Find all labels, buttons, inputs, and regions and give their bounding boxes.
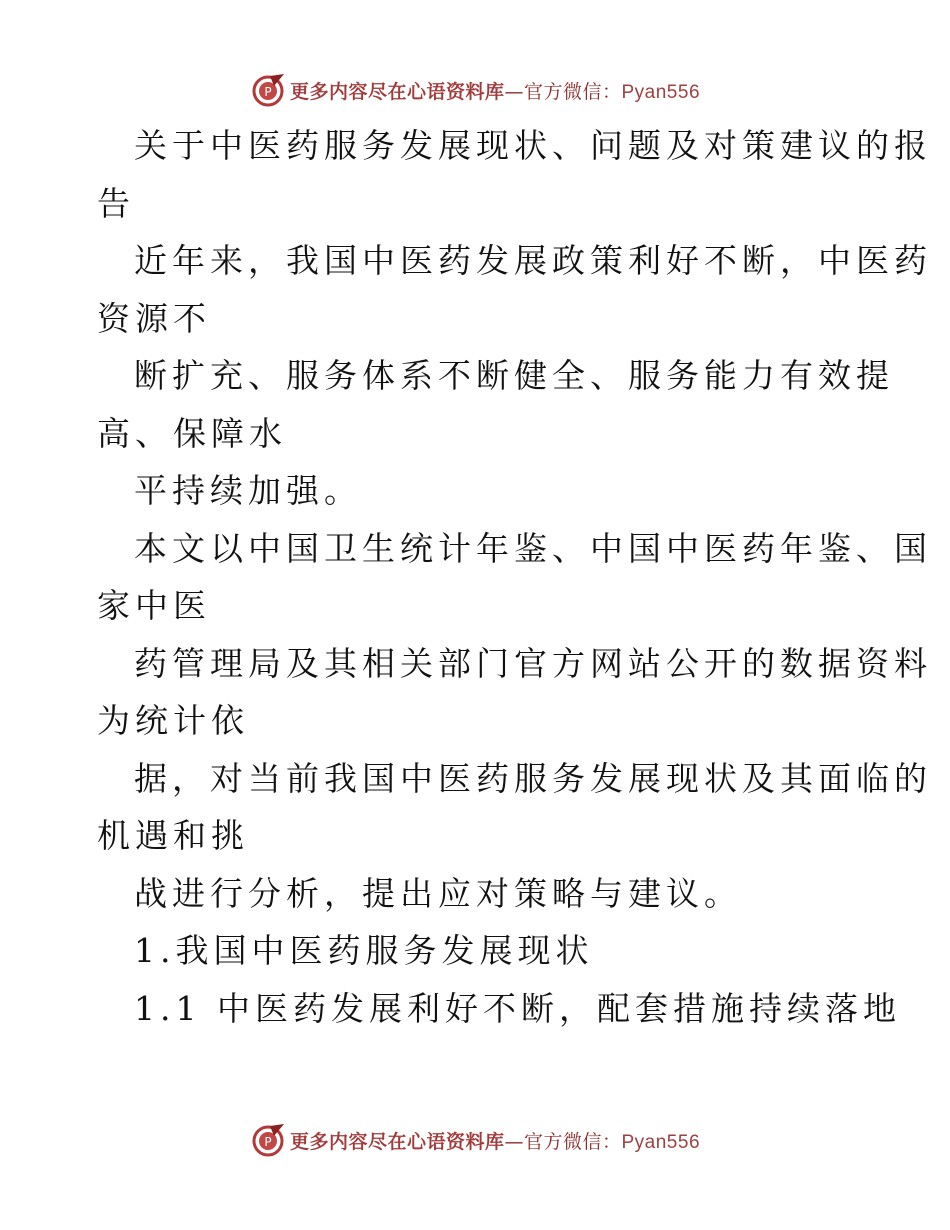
text-line: 平持续加强。 — [134, 471, 362, 510]
watermark-wechat-id: Pyan556 — [621, 1131, 701, 1153]
watermark-text — [290, 1127, 700, 1154]
watermark-footer — [0, 1120, 950, 1160]
text-line: 据，对当前我国中医药服务发展现状及其面临的 — [134, 758, 932, 798]
text-line: 1.1 中医药发展利好不断，配套措施持续落地 — [134, 988, 901, 1028]
text-line: 机遇和挑 — [97, 816, 249, 855]
document-body — [97, 117, 932, 1037]
watermark-dash: — — [504, 80, 524, 103]
watermark-dash: — — [504, 1130, 524, 1153]
watermark-wechat-label: 官方微信： — [523, 1130, 622, 1153]
text-line: 药管理局及其相关部门官方网站公开的数据资料 — [134, 643, 932, 683]
text-line: 本文以中国卫生统计年鉴、中国中医药年鉴、国 — [134, 528, 932, 568]
text-line: 1.我国中医药服务发展现状 — [134, 931, 594, 970]
logo-letter: P — [264, 85, 272, 99]
text-line: 告 — [97, 183, 135, 223]
text-line: 家中医 — [97, 586, 211, 625]
watermark-text — [290, 77, 700, 104]
logo-letter: P — [264, 1135, 272, 1149]
watermark-header — [0, 70, 950, 110]
watermark-wechat-label: 官方微信： — [523, 80, 622, 103]
logo-icon — [250, 1122, 286, 1158]
watermark-lead: 更多内容尽在心语资料库 — [289, 1130, 505, 1153]
text-line: 战进行分析，提出应对策略与建议。 — [134, 873, 742, 913]
text-line: 近年来，我国中医药发展政策利好不断，中医药 — [134, 241, 932, 280]
text-line: 高、保障水 — [97, 413, 287, 453]
text-line: 断扩充、服务体系不断健全、服务能力有效提 — [134, 356, 894, 395]
watermark-lead: 更多内容尽在心语资料库 — [289, 80, 505, 103]
text-line: 资源不 — [97, 298, 211, 338]
text-line: 为统计依 — [97, 701, 249, 740]
text-line: 关于中医药服务发展现状、问题及对策建议的报 — [134, 126, 932, 165]
logo-icon — [250, 72, 286, 108]
watermark-wechat-id: Pyan556 — [621, 81, 701, 103]
